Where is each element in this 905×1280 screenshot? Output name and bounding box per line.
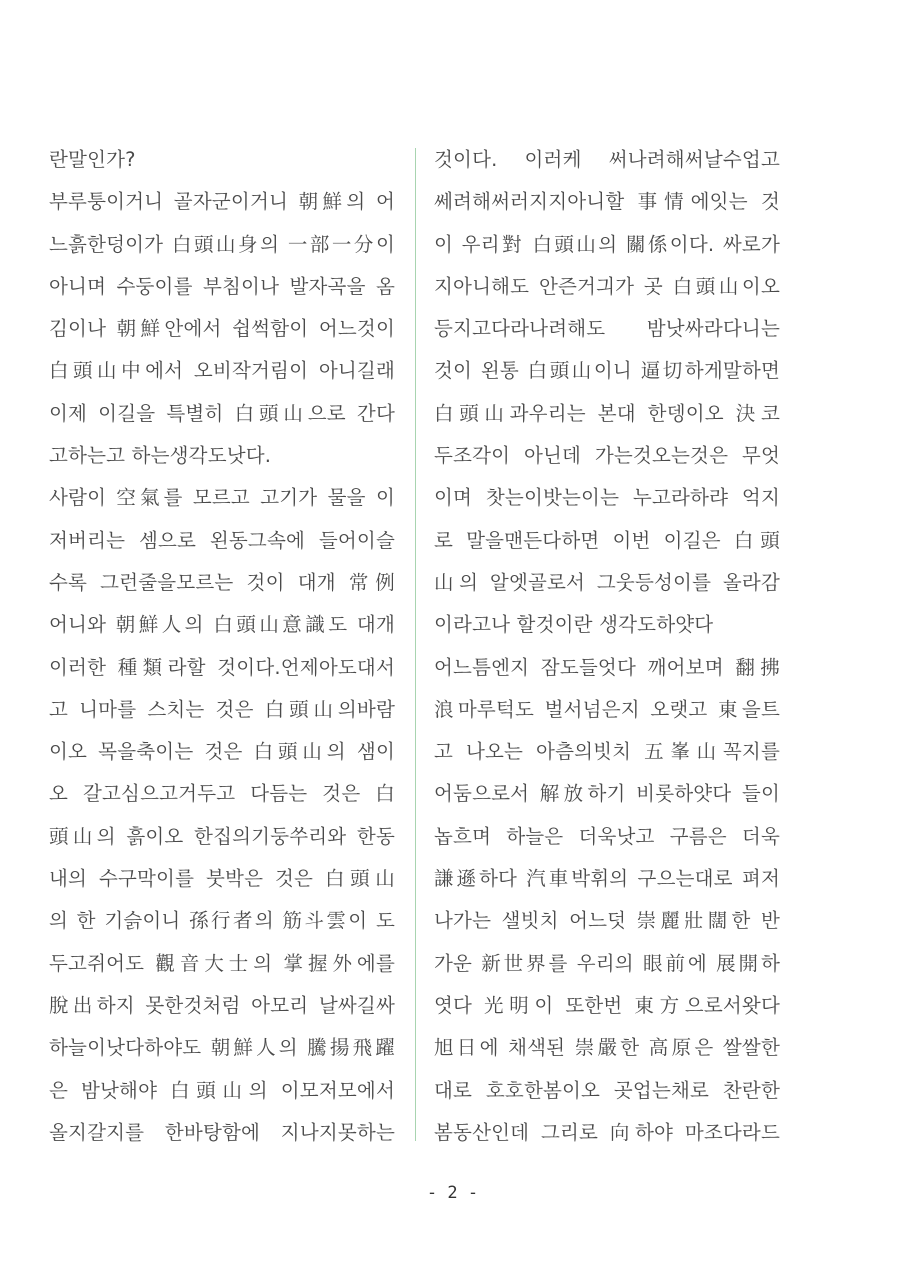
text-line: 사람이 空氣를 모르고 고기가 물을 이 — [49, 486, 395, 510]
text-line: 가운 新世界를 우리의 眼前에 展開하 — [434, 951, 780, 975]
text-line: 이 우리對 白頭山의 關係이다. 싸로가 — [434, 232, 780, 256]
text-line: 旭日에 채색된 崇嚴한 高原은 쌀쌀한 — [434, 1036, 780, 1060]
text-line: 올지갈지를 한바탕함에 지나지못하는 — [49, 1120, 395, 1144]
text-line: 나가는 샐빗치 어느덧 崇麗壯闊한 반 — [434, 909, 780, 933]
text-line: 이라고나 할것이란 생각도하얏다 — [434, 613, 714, 637]
text-line: 지아니해도 안즌거긔가 곳 白頭山이오 — [434, 274, 780, 298]
text-line: 이며 찻는이밧는이는 누고라하랴 억지 — [434, 486, 780, 510]
text-line: 이제 이길을 특별히 白頭山으로 간다 — [49, 401, 395, 425]
text-line: 저버리는 셈으로 왼동그속에 들어이슬 — [49, 528, 395, 552]
text-line: 고 나오는 아츰의빗치 五峯山꼭지를 — [434, 740, 780, 764]
text-line: 란말인가? — [49, 148, 136, 171]
text-line: 김이나 朝鮮안에서 쉽썩함이 어느것이 — [49, 317, 395, 341]
text-line: 엿다 光明이 또한번 東方으로서왓다 — [434, 993, 780, 1017]
text-line: 것이 왼통 白頭山이니 逼切하게말하면 — [434, 359, 780, 383]
text-line: 등지고다라나려해도 밤낫싸라다니는 — [434, 317, 780, 341]
text-line: 어느틈엔지 잠도들엇다 깨어보며 翻拂 — [434, 655, 780, 679]
page-number: - 2 - — [426, 1183, 479, 1203]
column-divider — [415, 148, 416, 1141]
text-line: 은 밤낫해야 白頭山의 이모저모에서 — [49, 1078, 395, 1102]
text-line: 두조각이 아닌데 가는것오는것은 무엇 — [434, 444, 780, 468]
text-line: 고하는고 하는생각도낫다. — [49, 444, 272, 468]
text-line: 어니와 朝鮮人의 白頭山意識도 대개 — [49, 613, 395, 637]
text-line: 山의 알엣골로서 그웃등성이를 올라감 — [434, 570, 780, 594]
text-line: 白頭山과우리는 본대 한뎅이오 決코 — [434, 401, 780, 425]
left-text-column — [49, 142, 395, 1157]
text-line: 놉흐며 하늘은 더욱낫고 구름은 더욱 — [434, 824, 780, 848]
text-line: 내의 수구막이를 붓박은 것은 白頭山 — [49, 867, 395, 891]
text-line: 脫出하지 못한것처럼 아모리 날싸길싸 — [49, 993, 395, 1017]
text-line: 것이다. 이러케 써나려해써날수업고 — [434, 148, 780, 171]
text-line: 부루퉁이거니 골자군이거니 朝鮮의 어 — [49, 190, 395, 214]
text-line: 浪마루턱도 벌서넘은지 오랫고 東을트 — [434, 697, 780, 721]
text-line: 오 갈고심으고거두고 다듬는 것은 白 — [49, 782, 395, 806]
text-line: 쎄려해써러지지아니할 事情에잇는 것 — [434, 190, 780, 214]
text-line: 謙遜하다 汽車박휘의 구으는대로 펴저 — [434, 867, 780, 891]
text-line: 수록 그런줄을모르는 것이 대개 常例 — [49, 570, 395, 594]
text-line: 아니며 수둥이를 부침이나 발자곡을 옴 — [49, 274, 395, 298]
text-line: 이오 목을축이는 것은 白頭山의 샘이 — [49, 740, 395, 764]
text-line: 어둠으로서 解放하기 비롯하얏다 들이 — [434, 782, 780, 806]
text-line: 하늘이낫다하야도 朝鮮人의 騰揚飛躍 — [49, 1036, 395, 1060]
text-line: 白頭山中에서 오비작거림이 아니길래 — [49, 359, 395, 383]
text-line: 느흙한덩이가 白頭山身의 一部一分이 — [49, 232, 395, 256]
text-line: 봄동산인데 그리로 向하야 마조다라드 — [434, 1120, 780, 1144]
text-line: 로 말을맨든다하면 이번 이길은 白頭 — [434, 528, 780, 552]
right-text-column — [434, 142, 780, 1157]
text-line: 대로 호호한봄이오 곳업는채로 찬란한 — [434, 1078, 780, 1102]
text-line: 의 한 기슭이니 孫行者의 筋斗雲이 도 — [49, 909, 395, 933]
text-line: 이러한 種類라할 것이다.언제아도대서 — [49, 655, 395, 679]
text-line: 두고쥐어도 觀音大士의 掌握外에를 — [49, 951, 395, 975]
text-line: 頭山의 흙이오 한집의기둥쑤리와 한동 — [49, 824, 395, 848]
text-line: 고 니마를 스치는 것은 白頭山의바람 — [49, 697, 395, 721]
